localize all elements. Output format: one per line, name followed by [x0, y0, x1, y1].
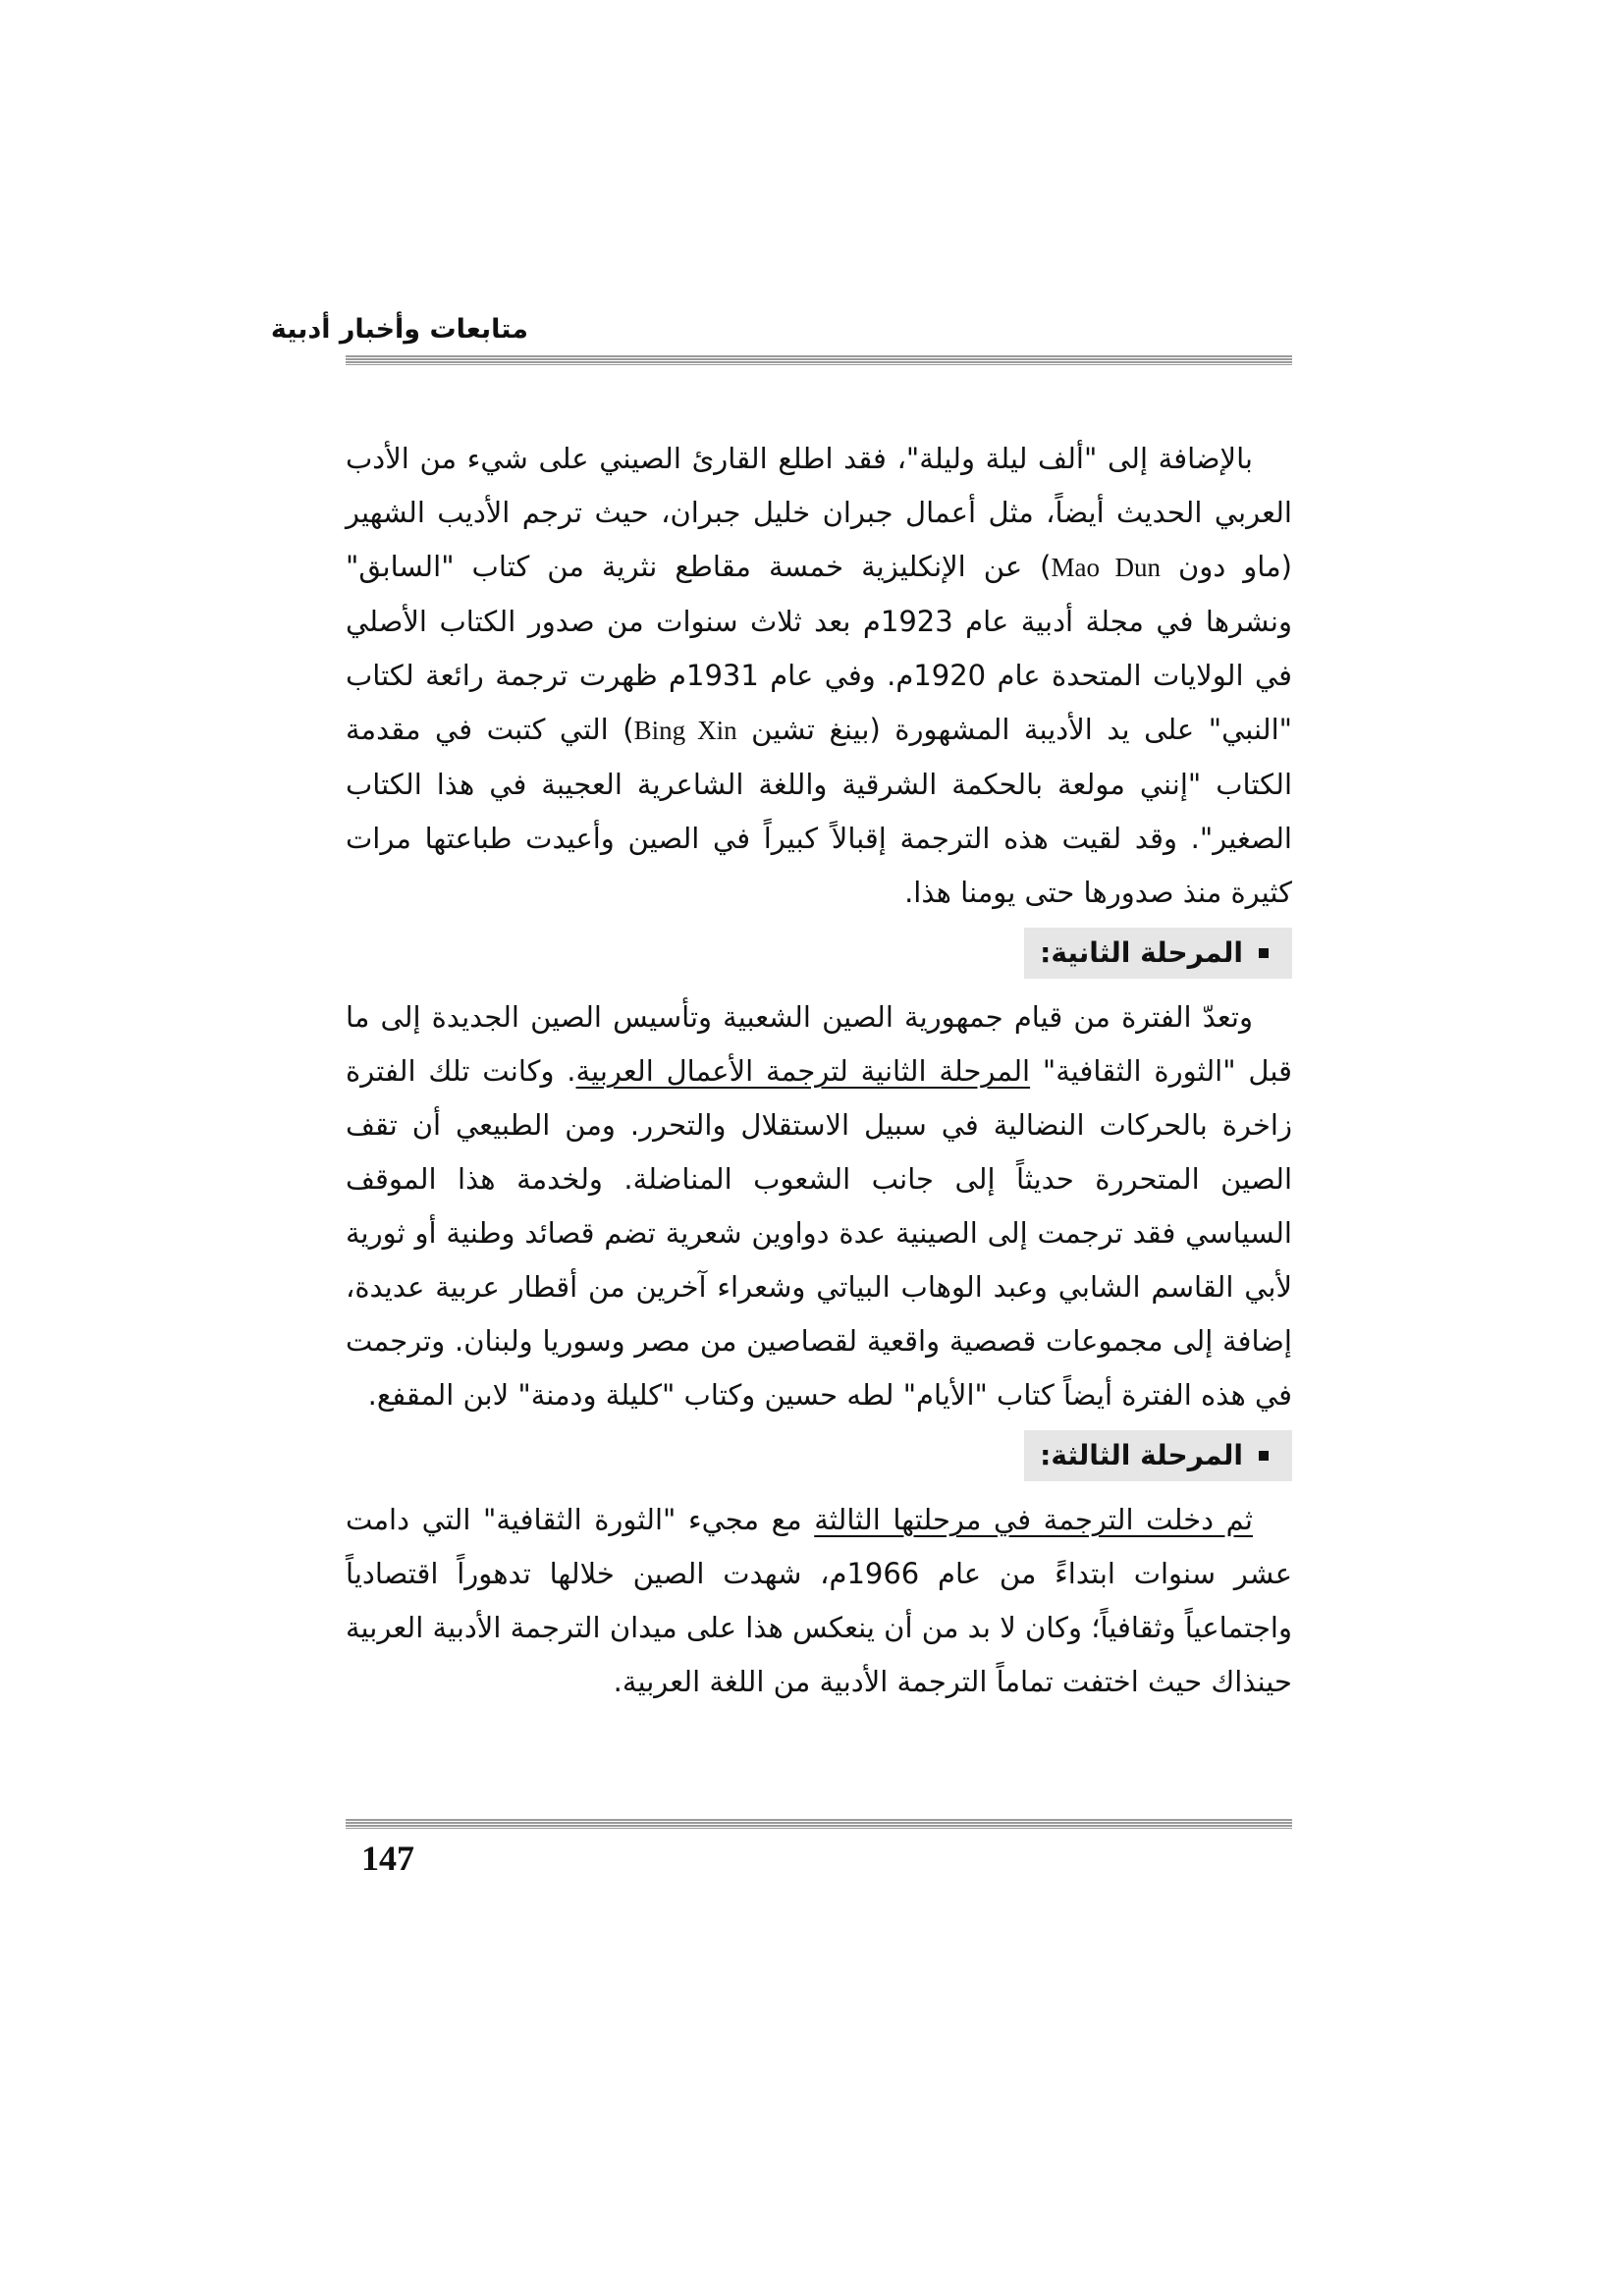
paragraph-3-text: مع مجيء "الثورة الثقافية" التي دامت عشر سنوات ابتداءً من عام 1966م، شهدت الصين خلالها تدهوراً اقتصادياً واجتماعياً وثقافياً؛ وكان لا بد من أن ينعكس هذا على ميدان الترجمة الأدبية العربية حينذاك حيث اختفت تماماً الترجمة الأدبية من اللغة العربية.	[346, 1503, 1292, 1698]
section-2-heading-row	[346, 920, 1292, 990]
page-number: 147	[361, 1839, 414, 1878]
paragraph-3-underlined-phrase: ثم دخلت الترجمة في مرحلتها الثالثة	[814, 1503, 1254, 1536]
running-header-title: متابعات وأخبار أدبية	[270, 314, 528, 345]
section-3-heading	[1024, 1430, 1292, 1481]
square-bullet-icon	[1259, 1451, 1269, 1461]
latin-name-mao-dun: Mao Dun	[1051, 553, 1162, 582]
paragraph-1	[346, 432, 1292, 920]
paragraph-2-text-a: وتعدّ الفترة من قيام جمهورية الصين الشعبية وتأسيس الصين الجديدة إلى ما قبل "الثورة الثقافية"	[346, 1000, 1292, 1088]
section-3-heading-text: المرحلة الثالثة:	[1040, 1439, 1243, 1471]
paragraph-2-text-b: . وكانت تلك الفترة زاخرة بالحركات النضالية في سبيل الاستقلال والتحرر. ومن الطبيعي أن تقف الصين المتحررة حديثاً إلى جانب الشعوب المناضلة. ولخدمة هذا الموقف السياسي فقد ترجمت إلى الصينية عدة دواوين شعرية تضم قصائد وطنية أو ثورية لأبي القاسم الشابي وعبد الوهاب البياتي وشعراء آخرين من أقطار عربية عديدة، إضافة إلى مجموعات قصصية واقعية لقصاصين من مصر وسوريا ولبنان. وترجمت في هذه الفترة أيضاً كتاب "الأيام" لطه حسين وكتاب "كليلة ودمنة" لابن المقفع.	[346, 1054, 1292, 1412]
paragraph-1-text-b: ) عن الإنكليزية خمسة مقاطع نثرية من كتاب "السابق" ونشرها في مجلة أدبية عام 1923م بعد ثلاث سنوات من صدور الكتاب الأصلي في الولايات المتحدة عام 1920م. وفي عام 1931م ظهرت ترجمة رائعة لكتاب "النبي" على يد الأديبة المشهورة (بينغ تشين	[346, 550, 1292, 746]
paragraph-1-text-a: بالإضافة إلى "ألف ليلة وليلة"، فقد اطلع القارئ الصيني على شيء من الأدب العربي الحديث أيضاً، مثل أعمال جبران خليل جبران، حيث ترجم الأديب الشهير (ماو دون	[346, 442, 1292, 583]
square-bullet-icon	[1259, 948, 1269, 958]
footer-rule	[346, 1819, 1292, 1829]
latin-name-bing-xin: Bing Xin	[633, 716, 737, 745]
header-rule	[346, 355, 1292, 365]
page-body	[346, 432, 1292, 1709]
paragraph-2	[346, 990, 1292, 1422]
paragraph-2-underlined-phrase: المرحلة الثانية لترجمة الأعمال العربية	[575, 1054, 1031, 1088]
section-3-heading-row	[346, 1422, 1292, 1493]
paragraph-3	[346, 1493, 1292, 1709]
section-2-heading-text: المرحلة الثانية:	[1040, 936, 1243, 969]
paragraph-1-text-c: ) التي كتبت في مقدمة الكتاب "إنني مولعة بالحكمة الشرقية واللغة الشاعرية العجيبة في هذا الكتاب الصغير". وقد لقيت هذه الترجمة إقبالاً كبيراً في الصين وأعيدت طباعتها مرات كثيرة منذ صدورها حتى يومنا هذا.	[346, 713, 1292, 909]
section-2-heading	[1024, 928, 1292, 979]
